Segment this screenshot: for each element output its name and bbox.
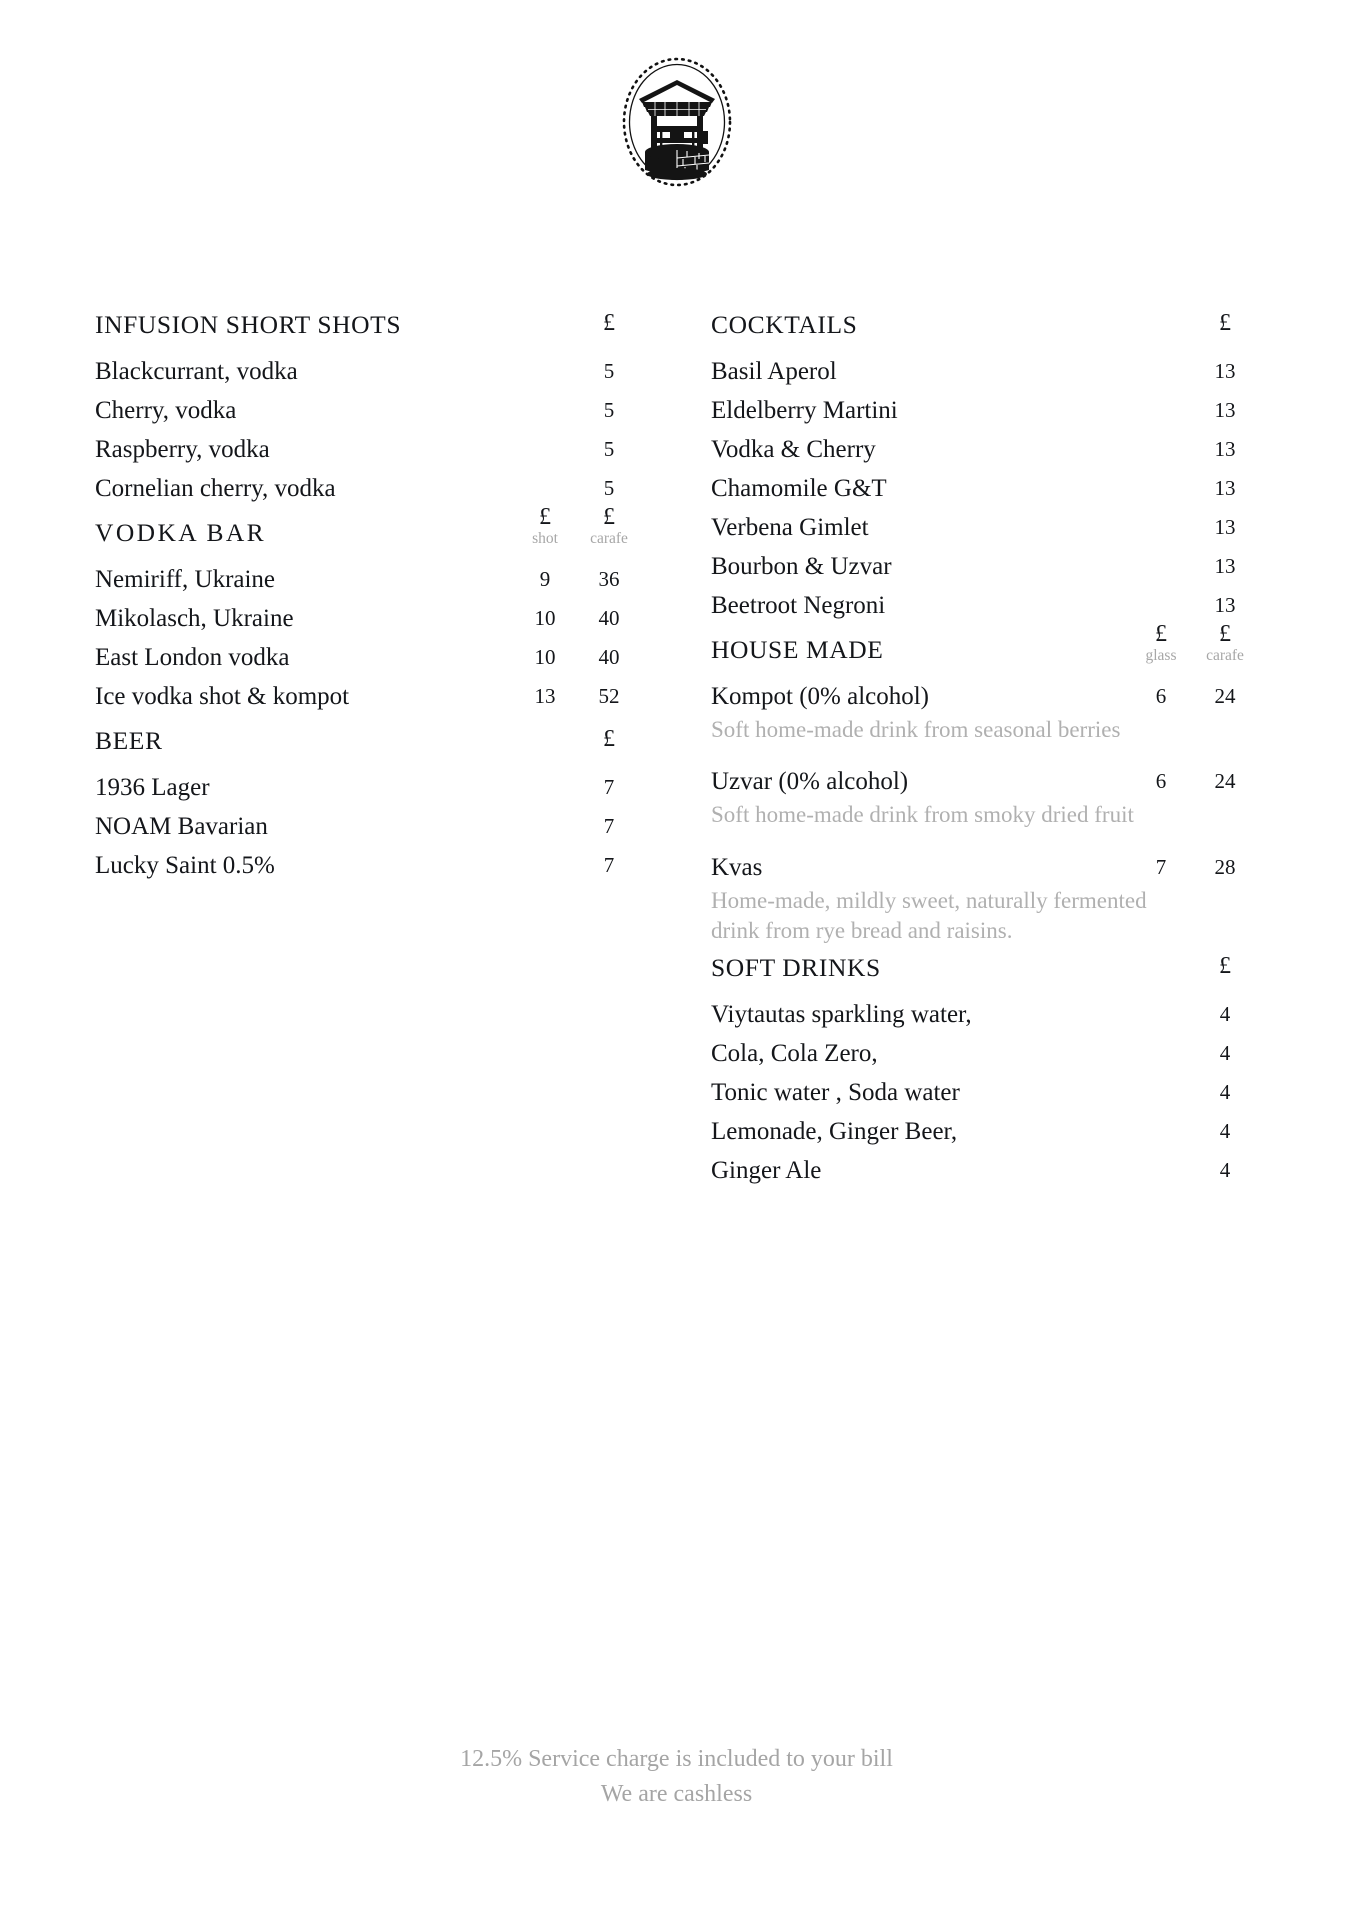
menu-item bbox=[711, 433, 1257, 467]
section-header bbox=[95, 503, 641, 547]
menu-item bbox=[711, 1037, 1257, 1071]
item-description: Soft home-made drink from seasonal berries bbox=[711, 717, 1121, 742]
item-price: 13 bbox=[1214, 593, 1236, 617]
menu-item bbox=[711, 472, 1257, 506]
menu-item bbox=[95, 602, 641, 636]
price-header-currency: £ bbox=[603, 310, 615, 336]
item-prices bbox=[577, 771, 641, 798]
item-prices bbox=[1193, 1154, 1257, 1181]
price-header-carafe bbox=[1193, 622, 1257, 664]
currency-symbol: £ bbox=[603, 503, 615, 530]
section-infusion-short-shots bbox=[95, 303, 641, 506]
section-cocktails bbox=[711, 303, 1257, 623]
item-name: Chamomile G&T bbox=[711, 475, 887, 502]
menu-item bbox=[95, 355, 641, 389]
item-name: Raspberry, vodka bbox=[95, 436, 270, 463]
price-header-carafe bbox=[577, 505, 641, 547]
item-prices bbox=[1129, 680, 1257, 707]
menu-item-line bbox=[711, 680, 1257, 714]
item-price-carafe: 24 bbox=[1214, 769, 1236, 794]
item-price: 4 bbox=[1219, 1119, 1231, 1144]
menu-item bbox=[95, 810, 641, 844]
menu-item bbox=[711, 550, 1257, 584]
item-prices bbox=[1193, 394, 1257, 421]
logo-container bbox=[0, 0, 1353, 192]
item-name: Viytautas sparkling water, bbox=[711, 1001, 972, 1029]
item-price-carafe: 52 bbox=[598, 684, 620, 708]
item-price: 5 bbox=[603, 476, 615, 500]
section-title: BEER bbox=[95, 725, 163, 755]
currency-symbol: £ bbox=[539, 503, 551, 530]
item-list bbox=[95, 355, 641, 506]
item-name: Lemonade, Ginger Beer, bbox=[711, 1118, 958, 1146]
item-name: Uzvar (0% alcohol) bbox=[711, 768, 909, 796]
item-prices bbox=[513, 680, 641, 707]
menu-item-line bbox=[711, 765, 1257, 799]
item-name: Verbena Gimlet bbox=[711, 514, 869, 541]
menu-item bbox=[711, 680, 1257, 745]
item-name: Nemiriff, Ukraine bbox=[95, 566, 276, 593]
item-price: 7 bbox=[603, 814, 615, 838]
right-column bbox=[711, 303, 1257, 1193]
currency-symbol: £ bbox=[1219, 620, 1231, 647]
section-beer bbox=[95, 719, 641, 883]
item-name: Beetroot Negroni bbox=[711, 592, 886, 619]
item-name: Cherry, vodka bbox=[95, 397, 237, 424]
item-name: Ice vodka shot & kompot bbox=[95, 683, 350, 710]
menu-item bbox=[95, 433, 641, 467]
item-prices bbox=[1193, 1076, 1257, 1103]
price-header-glass bbox=[1129, 622, 1193, 664]
item-list bbox=[711, 998, 1257, 1188]
item-name: Cola, Cola Zero, bbox=[711, 1040, 878, 1068]
item-price: 5 bbox=[603, 437, 615, 461]
section-title: VODKA BAR bbox=[95, 517, 267, 547]
item-prices bbox=[577, 810, 641, 837]
section-title: SOFT DRINKS bbox=[711, 952, 881, 982]
item-name: 1936 Lager bbox=[95, 774, 210, 801]
item-prices bbox=[1129, 851, 1257, 878]
item-price-carafe: 24 bbox=[1214, 684, 1236, 708]
item-prices bbox=[513, 602, 641, 629]
section-soft-drinks bbox=[711, 946, 1257, 1188]
item-price: 7 bbox=[603, 853, 615, 877]
section-header bbox=[711, 946, 1257, 980]
item-name: Blackcurrant, vodka bbox=[95, 358, 298, 385]
item-name: Mikolasch, Ukraine bbox=[95, 605, 294, 632]
section-header bbox=[95, 719, 641, 753]
wishing-well-logo bbox=[615, 52, 739, 192]
menu-item bbox=[711, 1115, 1257, 1149]
item-name: Kompot (0% alcohol) bbox=[711, 683, 930, 710]
menu-item bbox=[95, 680, 641, 714]
item-price-shot: 10 bbox=[534, 606, 556, 630]
item-price-glass: 6 bbox=[1155, 769, 1167, 794]
item-price: 4 bbox=[1219, 1158, 1231, 1183]
price-header-currency: £ bbox=[1219, 310, 1231, 336]
item-name: Tonic water , Soda water bbox=[711, 1079, 960, 1107]
item-list bbox=[711, 355, 1257, 623]
cashless-note: We are cashless bbox=[600, 1780, 753, 1807]
menu-item bbox=[711, 394, 1257, 428]
price-header-label: carafe bbox=[1206, 646, 1244, 664]
item-name: NOAM Bavarian bbox=[95, 813, 268, 840]
item-list bbox=[711, 680, 1257, 946]
item-description: Soft home-made drink from smoky dried fruit bbox=[711, 802, 1134, 828]
menu-item bbox=[711, 589, 1257, 623]
menu-item bbox=[95, 771, 641, 805]
menu-item bbox=[95, 563, 641, 597]
menu-item bbox=[711, 511, 1257, 545]
section-title: COCKTAILS bbox=[711, 309, 858, 339]
menu-item bbox=[95, 641, 641, 675]
item-prices bbox=[1193, 589, 1257, 616]
item-price-carafe: 36 bbox=[598, 567, 620, 591]
menu-item bbox=[711, 1076, 1257, 1110]
item-price-shot: 10 bbox=[534, 645, 556, 669]
menu-item bbox=[95, 472, 641, 506]
price-headers bbox=[1129, 622, 1257, 664]
item-name: Bourbon & Uzvar bbox=[711, 553, 892, 580]
item-prices bbox=[577, 355, 641, 382]
item-name: Basil Aperol bbox=[711, 358, 837, 385]
item-prices bbox=[577, 433, 641, 460]
item-list bbox=[95, 771, 641, 883]
item-prices bbox=[1193, 472, 1257, 499]
item-prices bbox=[1193, 511, 1257, 538]
item-prices bbox=[513, 563, 641, 590]
item-price-carafe: 40 bbox=[598, 606, 620, 630]
menu-item bbox=[711, 851, 1257, 947]
item-prices bbox=[1193, 998, 1257, 1025]
section-header bbox=[95, 303, 641, 337]
item-name: Kvas bbox=[711, 853, 763, 881]
menu-item bbox=[95, 394, 641, 428]
item-prices bbox=[1193, 433, 1257, 460]
menu-item-line bbox=[711, 851, 1257, 885]
item-price: 13 bbox=[1214, 515, 1236, 539]
section-house-made bbox=[711, 620, 1257, 946]
item-price: 13 bbox=[1214, 398, 1236, 422]
item-name: Ginger Ale bbox=[711, 1157, 822, 1185]
item-prices bbox=[1193, 550, 1257, 577]
item-price: 13 bbox=[1214, 437, 1236, 461]
section-title: INFUSION SHORT SHOTS bbox=[95, 309, 402, 339]
item-prices bbox=[513, 641, 641, 668]
section-vodka-bar bbox=[95, 503, 641, 714]
price-headers bbox=[513, 505, 641, 547]
item-price-shot: 13 bbox=[534, 684, 556, 708]
item-price-carafe: 40 bbox=[598, 645, 620, 669]
item-prices bbox=[577, 394, 641, 421]
item-price: 5 bbox=[603, 398, 615, 422]
item-price-glass: 6 bbox=[1155, 684, 1167, 708]
menu-item bbox=[95, 849, 641, 883]
price-header-label: shot bbox=[532, 529, 558, 547]
item-prices bbox=[1193, 355, 1257, 382]
item-list bbox=[95, 563, 641, 714]
item-prices bbox=[1193, 1115, 1257, 1142]
section-header bbox=[711, 620, 1257, 664]
item-name: East London vodka bbox=[95, 644, 290, 671]
item-prices bbox=[1129, 765, 1257, 792]
menu-columns bbox=[95, 303, 1258, 1193]
item-prices bbox=[577, 472, 641, 499]
item-prices bbox=[1193, 1037, 1257, 1064]
menu-item bbox=[711, 998, 1257, 1032]
item-price: 7 bbox=[603, 775, 615, 799]
item-price: 13 bbox=[1214, 554, 1236, 578]
menu-item bbox=[711, 1154, 1257, 1188]
item-price: 13 bbox=[1214, 359, 1236, 383]
footer-notes bbox=[0, 1742, 1353, 1812]
price-header-currency: £ bbox=[1219, 953, 1231, 980]
item-price: 4 bbox=[1219, 1080, 1231, 1105]
item-name: Vodka & Cherry bbox=[711, 436, 876, 463]
item-price-carafe: 28 bbox=[1214, 854, 1236, 879]
menu-item bbox=[711, 355, 1257, 389]
item-price: 5 bbox=[603, 359, 615, 383]
price-header-currency: £ bbox=[603, 726, 615, 752]
item-prices bbox=[577, 849, 641, 876]
item-name: Eldelberry Martini bbox=[711, 397, 898, 424]
price-header-label: glass bbox=[1145, 646, 1177, 664]
service-charge-note: 12.5% Service charge is included to your bill bbox=[460, 1746, 893, 1772]
currency-symbol: £ bbox=[1155, 620, 1167, 647]
item-description: Home-made, mildly sweet, naturally fermented drink from rye bread and raisins. bbox=[711, 887, 1147, 944]
item-price: 4 bbox=[1219, 1002, 1231, 1027]
item-price-shot: 9 bbox=[539, 567, 551, 591]
item-price-glass: 7 bbox=[1155, 854, 1167, 879]
menu-item bbox=[711, 765, 1257, 830]
item-name: Lucky Saint 0.5% bbox=[95, 852, 275, 879]
item-name: Cornelian cherry, vodka bbox=[95, 475, 336, 502]
left-column bbox=[95, 303, 641, 1193]
price-header-label: carafe bbox=[590, 529, 628, 547]
item-price: 13 bbox=[1214, 476, 1236, 500]
price-header-shot bbox=[513, 505, 577, 547]
section-title: HOUSE MADE bbox=[711, 634, 884, 664]
item-price: 4 bbox=[1219, 1041, 1231, 1066]
section-header bbox=[711, 303, 1257, 337]
